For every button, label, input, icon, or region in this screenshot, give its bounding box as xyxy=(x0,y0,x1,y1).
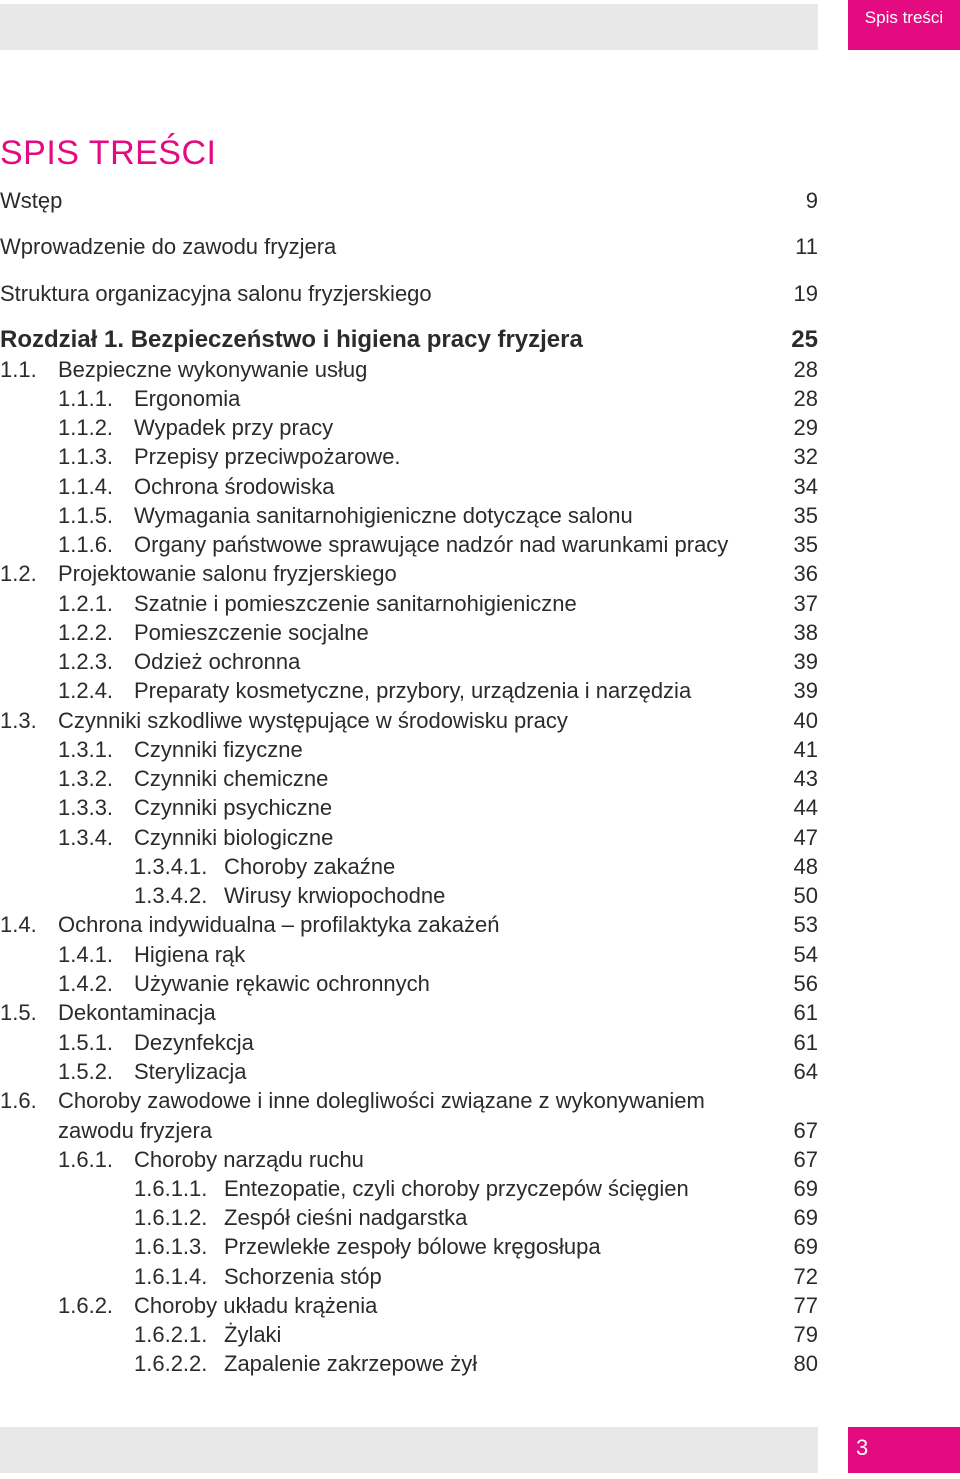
toc-entry-title: Odzież ochronna xyxy=(134,649,301,674)
toc-entry-title: Ergonomia xyxy=(134,386,241,411)
toc-entry-number: 1.1.4. xyxy=(58,474,114,499)
header-bar xyxy=(0,4,818,50)
toc-entry-number: 1.2.4. xyxy=(58,678,114,703)
toc-entry-number: 1.1.5. xyxy=(58,503,114,528)
toc-entry-title: Czynniki psychiczne xyxy=(134,795,333,820)
toc-entry-number: 1.3.2. xyxy=(58,766,114,791)
toc-entry-number: 1.6.1.2. xyxy=(134,1205,208,1230)
toc-entry-number: 1.3.4.2. xyxy=(134,883,208,908)
toc-entry-number: 1.1.1. xyxy=(58,386,114,411)
toc-entry-title: Wymagania sanitarnohigieniczne dotyczące salonu xyxy=(134,503,633,528)
toc-entry-page: 39 xyxy=(793,649,818,674)
toc-entry-title: Wprowadzenie do zawodu fryzjera xyxy=(0,234,337,259)
toc-entry-title: Czynniki fizyczne xyxy=(134,737,303,762)
toc-entry-title: Wypadek przy pracy xyxy=(134,415,334,440)
toc-entry-number: 1.6.2. xyxy=(58,1293,114,1318)
toc-entry-title: Dekontaminacja xyxy=(58,1000,216,1025)
toc-entry-page: 53 xyxy=(793,912,818,937)
page-number: 3 xyxy=(856,1435,869,1460)
toc-entry-page: 80 xyxy=(793,1351,818,1376)
toc-entry-page: 39 xyxy=(793,678,818,703)
toc-entry-page: 29 xyxy=(793,415,818,440)
toc-entry-title: Choroby układu krążenia xyxy=(134,1293,378,1318)
toc-entry-number: 1.1.6. xyxy=(58,532,114,557)
toc-entry-page: 28 xyxy=(793,357,818,382)
toc-entry-title: Zespół cieśni nadgarstka xyxy=(224,1205,468,1230)
toc-entry-page: 61 xyxy=(793,1030,818,1055)
toc-entry-title: Higiena rąk xyxy=(134,942,246,967)
toc-entry-title: Pomieszczenie socjalne xyxy=(134,620,369,645)
toc-entry-title: Czynniki szkodliwe występujące w środowisku pracy xyxy=(58,708,568,733)
toc-entry-number: 1.6.1.1. xyxy=(134,1176,208,1201)
page-number-badge xyxy=(848,1427,960,1473)
toc-entry-number: 1.3.4.1. xyxy=(134,854,208,879)
toc-entry-number: 1.4.2. xyxy=(58,971,114,996)
toc-entry-title: Preparaty kosmetyczne, przybory, urządzenia i narzędzia xyxy=(134,678,692,703)
toc-entry-number: 1.1.2. xyxy=(58,415,114,440)
toc-entry-page: 9 xyxy=(805,188,818,213)
toc-entry-title: Czynniki biologiczne xyxy=(134,825,334,850)
toc-entry-title: Ochrona indywidualna – profilaktyka zakażeń xyxy=(58,912,500,937)
toc-entry-page: 72 xyxy=(793,1264,818,1289)
toc-entry-page: 79 xyxy=(793,1322,818,1347)
toc-entry-number: 1.3. xyxy=(0,708,37,733)
toc-entry-page: 35 xyxy=(793,532,818,557)
toc-entry-title: Choroby zakaźne xyxy=(224,854,396,879)
toc-entry-page: 61 xyxy=(793,1000,818,1025)
toc-entry-title: Entezopatie, czyli choroby przyczepów ścięgien xyxy=(224,1176,689,1201)
toc-entry-title: Bezpieczne wykonywanie usług xyxy=(58,357,368,382)
toc-entry-number: 1.1. xyxy=(0,357,37,382)
toc-entry-title: Czynniki chemiczne xyxy=(134,766,329,791)
toc-entry-title: Schorzenia stóp xyxy=(224,1264,382,1289)
toc-entry-page: 41 xyxy=(793,737,818,762)
toc-entry-page: 38 xyxy=(793,620,818,645)
toc-entry-page: 35 xyxy=(793,503,818,528)
toc-entry-title: Ochrona środowiska xyxy=(134,474,335,499)
toc-entry-page: 34 xyxy=(793,474,818,499)
toc-title: SPIS TREŚCI xyxy=(0,134,217,172)
section-tab xyxy=(848,0,960,50)
toc-entry-page: 50 xyxy=(793,883,818,908)
toc-entry-number: 1.5.1. xyxy=(58,1030,114,1055)
toc-entry-page: 64 xyxy=(793,1059,818,1084)
toc-entry-number: 1.5.2. xyxy=(58,1059,114,1084)
toc-entry-title: Wstęp xyxy=(0,188,63,213)
toc-entry-page: 19 xyxy=(793,281,818,306)
toc-entry-page: 47 xyxy=(793,825,818,850)
toc-entry-number: 1.3.3. xyxy=(58,795,114,820)
toc-entry-number: 1.3.4. xyxy=(58,825,114,850)
toc-entry-title: Choroby zawodowe i inne dolegliwości związane z wykonywaniem xyxy=(58,1088,705,1113)
toc-entry-title: Szatnie i pomieszczenie sanitarnohigieniczne xyxy=(134,591,577,616)
toc-entry-number: 1.6.2.2. xyxy=(134,1351,208,1376)
toc-entry-title: Przewlekłe zespoły bólowe kręgosłupa xyxy=(224,1234,601,1259)
toc-entry-page: 11 xyxy=(795,234,818,259)
toc-entry-page: 69 xyxy=(793,1205,818,1230)
toc-entry-page: 67 xyxy=(793,1147,818,1172)
toc-entry-title: Wirusy krwiopochodne xyxy=(224,883,446,908)
toc-entry-number: 1.2.1. xyxy=(58,591,114,616)
toc-entry-title: Dezynfekcja xyxy=(134,1030,254,1055)
toc-entry-page: 43 xyxy=(793,766,818,791)
toc-entry-number: 1.4.1. xyxy=(58,942,114,967)
toc-entry-page: 54 xyxy=(793,942,818,967)
toc-entry-number: 1.6. xyxy=(0,1088,37,1113)
toc-entry-page: 40 xyxy=(793,708,818,733)
toc-entry-number: 1.2.2. xyxy=(58,620,114,645)
section-label: Spis treści xyxy=(864,8,944,27)
toc-entry-number: 1.5. xyxy=(0,1000,37,1025)
toc-entry-title: Sterylizacja xyxy=(134,1059,247,1084)
toc-entry-page: 36 xyxy=(793,561,818,586)
toc-entry-page: 56 xyxy=(793,971,818,996)
toc-entry-number: 1.6.1.3. xyxy=(134,1234,208,1259)
toc-entry-title: Rozdział 1. Bezpieczeństwo i higiena pracy fryzjera xyxy=(0,326,583,353)
toc-entry-page: 77 xyxy=(793,1293,818,1318)
toc-entry-page: 28 xyxy=(793,386,818,411)
toc-entry-title: Używanie rękawic ochronnych xyxy=(134,971,430,996)
toc-entry-title: Struktura organizacyjna salonu fryzjerskiego xyxy=(0,281,432,306)
toc-entry-number: 1.6.1.4. xyxy=(134,1264,208,1289)
toc-entry-page: 69 xyxy=(793,1176,818,1201)
toc-entry-title: Zapalenie zakrzepowe żył xyxy=(224,1351,478,1376)
toc-entry-title: Projektowanie salonu fryzjerskiego xyxy=(58,561,397,586)
toc-entry-number: 1.4. xyxy=(0,912,37,937)
toc-entry-title: zawodu fryzjera xyxy=(58,1118,213,1143)
toc-entry-number: 1.2. xyxy=(0,561,37,586)
toc-entry-number: 1.6.1. xyxy=(58,1147,114,1172)
toc-entry-title: Organy państwowe sprawujące nadzór nad warunkami pracy xyxy=(134,532,729,557)
toc-entry-number: 1.2.3. xyxy=(58,649,114,674)
toc-entry-title: Przepisy przeciwpożarowe. xyxy=(134,444,401,469)
toc-entry-number: 1.6.2.1. xyxy=(134,1322,208,1347)
toc-entry-title: Choroby narządu ruchu xyxy=(134,1147,364,1172)
toc-entry-number: 1.1.3. xyxy=(58,444,114,469)
toc-entry-page: 25 xyxy=(791,326,818,353)
footer-bar xyxy=(0,1427,818,1473)
toc-entry-page: 69 xyxy=(793,1234,818,1259)
toc-entry-page: 44 xyxy=(793,795,818,820)
toc-entry-page: 37 xyxy=(793,591,818,616)
toc-entry-page: 48 xyxy=(793,854,818,879)
toc-entry-page: 32 xyxy=(793,444,818,469)
toc-entry-number: 1.3.1. xyxy=(58,737,114,762)
toc-entry-page: 67 xyxy=(793,1118,818,1143)
toc-entry-title: Żylaki xyxy=(224,1322,282,1347)
